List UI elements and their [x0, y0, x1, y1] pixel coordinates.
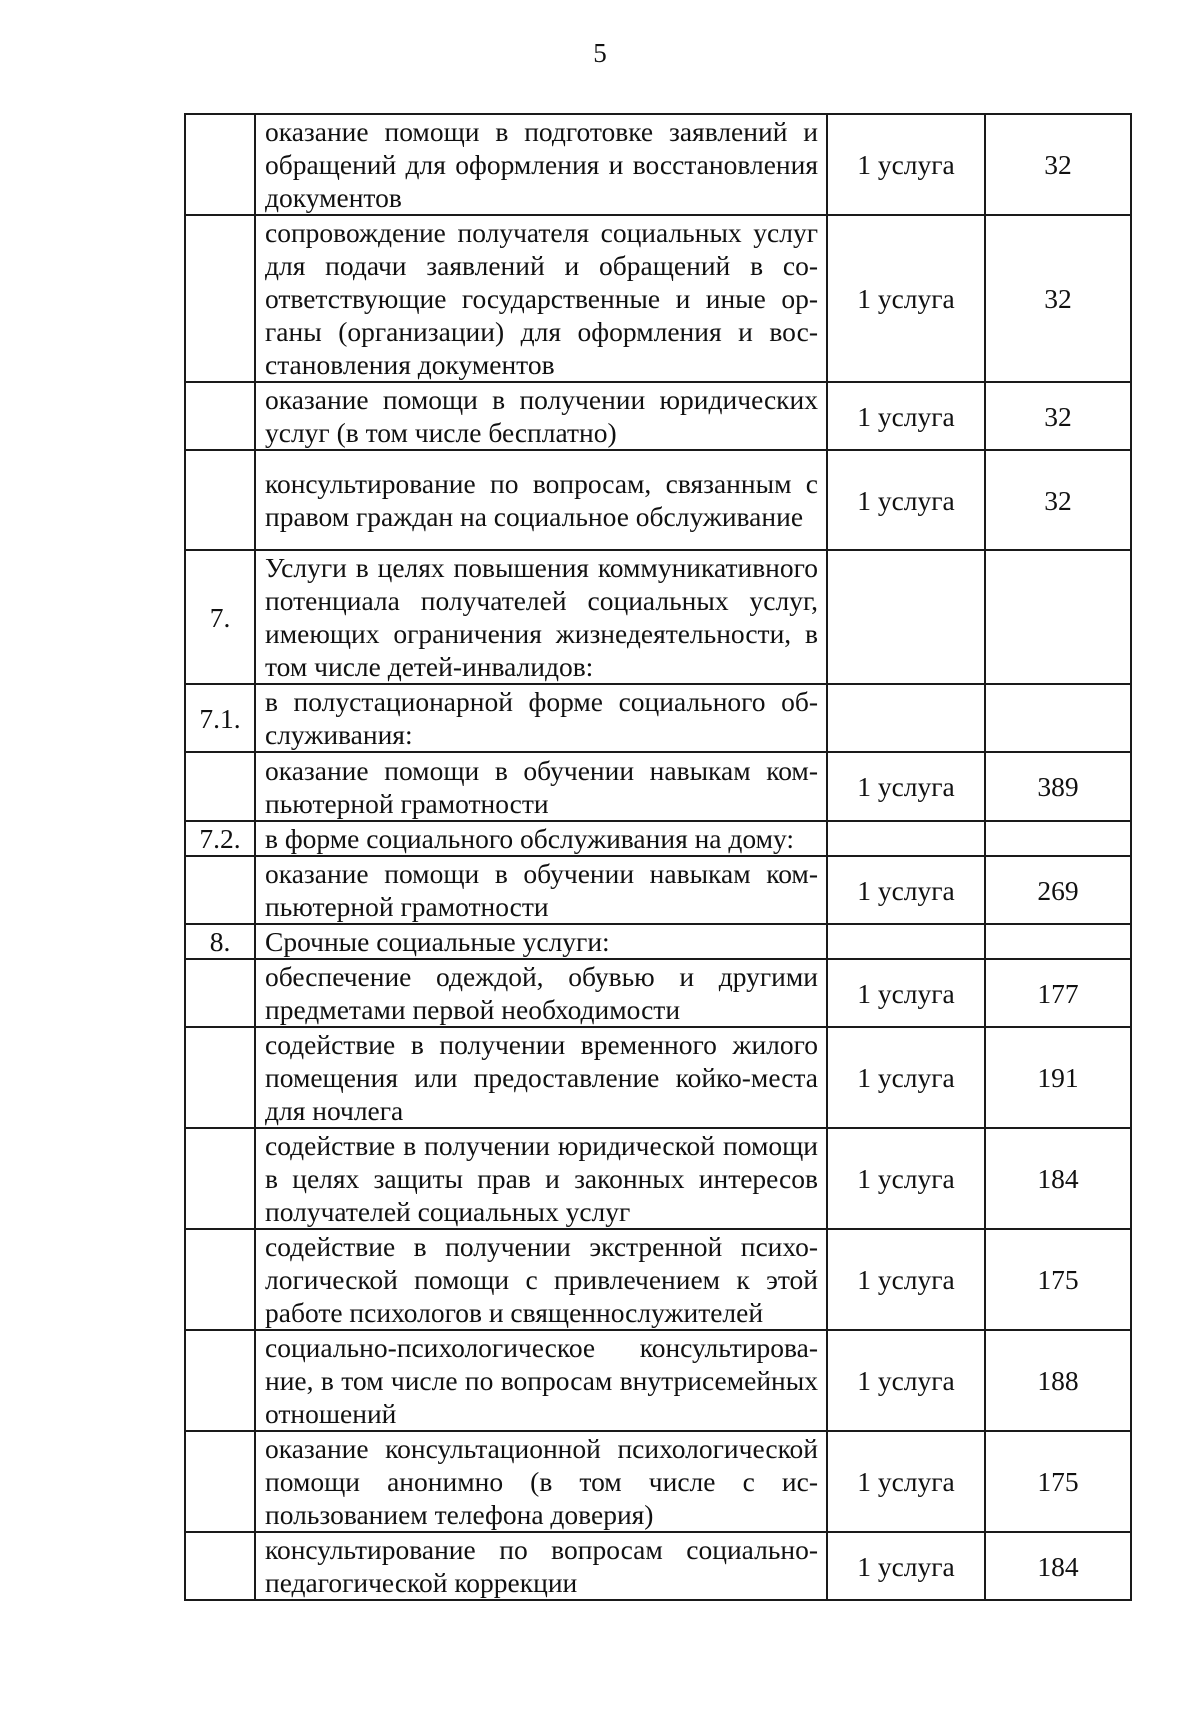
service-price: 177 [985, 959, 1131, 1027]
table-row [185, 1532, 1131, 1600]
service-unit: 1 услуга [827, 215, 985, 382]
service-price: 32 [985, 215, 1131, 382]
table-row [185, 1229, 1131, 1330]
table-row [185, 1027, 1131, 1128]
row-number [185, 959, 255, 1027]
service-price: 175 [985, 1229, 1131, 1330]
service-unit: 1 услуга [827, 752, 985, 821]
service-unit: 1 услуга [827, 856, 985, 924]
service-unit: 1 услуга [827, 959, 985, 1027]
table-row [185, 924, 1131, 959]
service-name: Срочные социальные услуги: [255, 924, 827, 959]
service-unit [827, 684, 985, 752]
row-number [185, 382, 255, 450]
service-price: 32 [985, 382, 1131, 450]
row-number [185, 856, 255, 924]
row-number: 7.2. [185, 821, 255, 856]
row-number: 8. [185, 924, 255, 959]
service-name: Услуги в целях повышения коммуникативного потенциала получателей социальных услуг, имеющих ограничения жизнедеятельности, в том числе детей-инвалидов: [255, 550, 827, 684]
row-number [185, 1128, 255, 1229]
table-row [185, 114, 1131, 215]
service-price [985, 924, 1131, 959]
service-name: консультирование по вопросам социально-педагогической коррекции [255, 1532, 827, 1600]
service-name: оказание консультационной психологической помощи анонимно (в том числе с использованием телефона доверия) [255, 1431, 827, 1532]
service-price: 175 [985, 1431, 1131, 1532]
row-number [185, 752, 255, 821]
service-price: 184 [985, 1532, 1131, 1600]
table-row [185, 215, 1131, 382]
table-row [185, 856, 1131, 924]
row-number [185, 450, 255, 550]
table-row [185, 752, 1131, 821]
service-unit: 1 услуга [827, 114, 985, 215]
table-row [185, 1330, 1131, 1431]
table-row [185, 550, 1131, 684]
table-row [185, 1431, 1131, 1532]
service-name: содействие в получении экстренной психологической помощи с привлечением к этой работе психологов и священнослужителей [255, 1229, 827, 1330]
service-name: оказание помощи в обучении навыкам компьютерной грамотности [255, 752, 827, 821]
service-name: содействие в получении временного жилого помещения или предоставление койко-места для ночлега [255, 1027, 827, 1128]
table-row [185, 821, 1131, 856]
service-unit: 1 услуга [827, 1027, 985, 1128]
service-unit: 1 услуга [827, 382, 985, 450]
table-row [185, 1128, 1131, 1229]
service-name: содействие в получении юридической помощи в целях защиты прав и законных интересов получателей социальных услуг [255, 1128, 827, 1229]
row-number [185, 1027, 255, 1128]
service-price: 184 [985, 1128, 1131, 1229]
row-number [185, 1431, 255, 1532]
service-unit [827, 821, 985, 856]
row-number [185, 114, 255, 215]
service-name: сопровождение получателя социальных услуг для подачи заявлений и обращений в соответствующие государственные и иные органы (организации) для оформления и восстановления документов [255, 215, 827, 382]
service-unit: 1 услуга [827, 1330, 985, 1431]
table-row [185, 684, 1131, 752]
table-row [185, 450, 1131, 550]
service-name: оказание помощи в получении юридических услуг (в том числе бесплатно) [255, 382, 827, 450]
service-price [985, 550, 1131, 684]
service-name: оказание помощи в обучении навыкам компьютерной грамотности [255, 856, 827, 924]
table-row [185, 959, 1131, 1027]
row-number [185, 215, 255, 382]
services-tariff-table [184, 113, 1132, 1601]
service-unit: 1 услуга [827, 1128, 985, 1229]
row-number: 7.1. [185, 684, 255, 752]
service-price: 269 [985, 856, 1131, 924]
service-price: 188 [985, 1330, 1131, 1431]
service-name: в форме социального обслуживания на дому: [255, 821, 827, 856]
service-unit: 1 услуга [827, 450, 985, 550]
service-unit: 1 услуга [827, 1431, 985, 1532]
row-number [185, 1532, 255, 1600]
service-name: оказание помощи в подготовке заявлений и обращений для оформления и восстановления документов [255, 114, 827, 215]
service-price: 32 [985, 114, 1131, 215]
service-price [985, 821, 1131, 856]
service-unit: 1 услуга [827, 1229, 985, 1330]
row-number [185, 1330, 255, 1431]
service-name: обеспечение одеждой, обувью и другими предметами первой необходимости [255, 959, 827, 1027]
row-number: 7. [185, 550, 255, 684]
service-unit [827, 924, 985, 959]
service-price [985, 684, 1131, 752]
service-price: 389 [985, 752, 1131, 821]
service-name: в полустационарной форме социального обслуживания: [255, 684, 827, 752]
service-name: социально-психологическое консультирование, в том числе по вопросам внутрисемейных отношений [255, 1330, 827, 1431]
service-price: 191 [985, 1027, 1131, 1128]
row-number [185, 1229, 255, 1330]
service-unit [827, 550, 985, 684]
page-number: 5 [593, 38, 607, 68]
service-unit: 1 услуга [827, 1532, 985, 1600]
service-name: консультирование по вопросам, связанным с правом граждан на социальное обслуживание [255, 450, 827, 550]
table-row [185, 382, 1131, 450]
service-price: 32 [985, 450, 1131, 550]
